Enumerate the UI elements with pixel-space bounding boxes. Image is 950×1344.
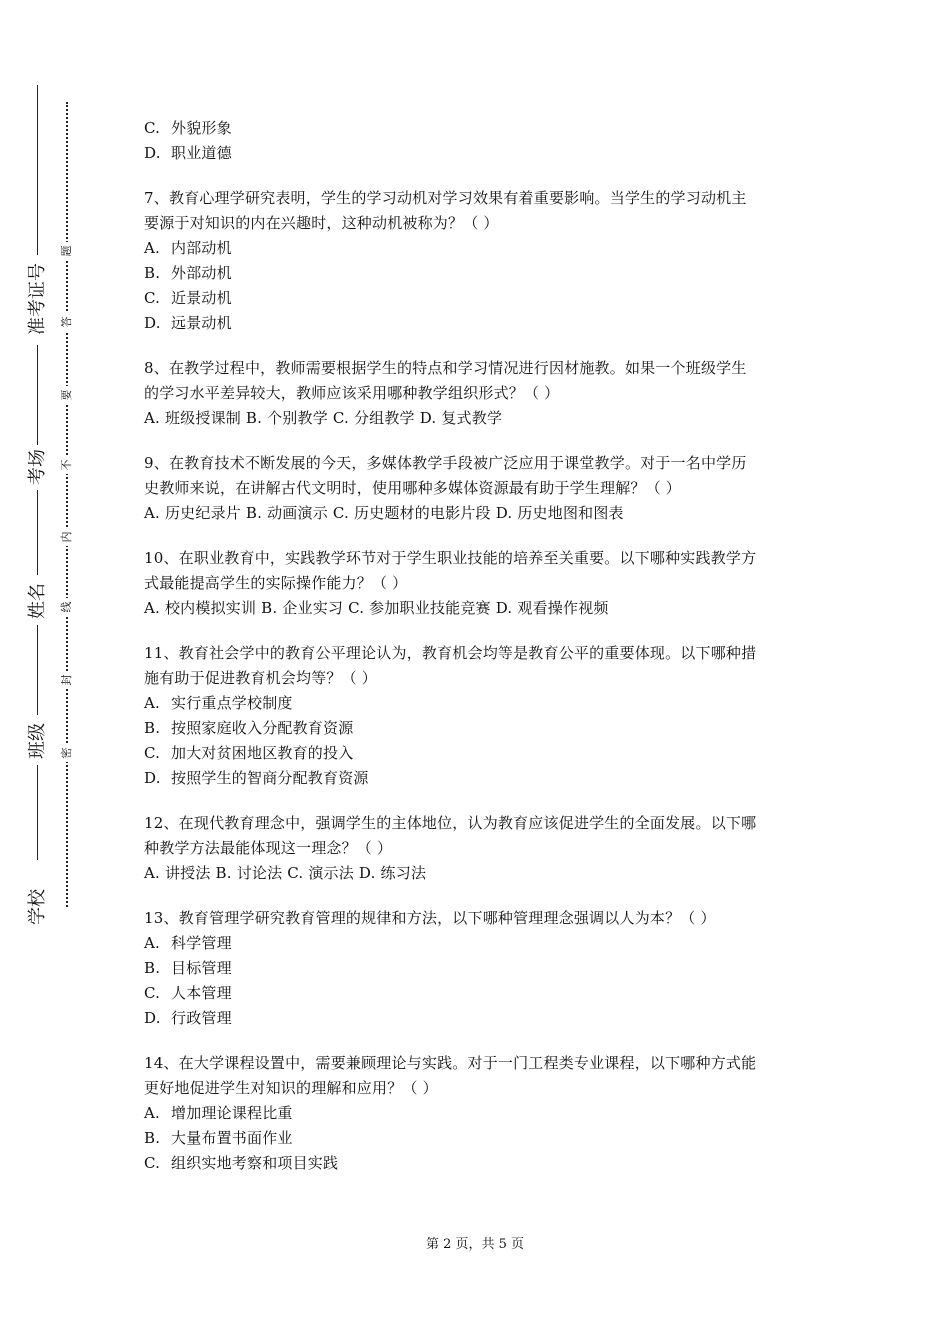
question-12	[144, 811, 814, 886]
option-line: C. 外貌形象	[144, 119, 232, 137]
question-7	[144, 186, 814, 336]
option-line: C. 近景动机	[144, 289, 232, 307]
binding-margin	[0, 0, 120, 1344]
question-13	[144, 906, 814, 1031]
field-label-school: 学校	[27, 889, 48, 925]
options-inline: A. 班级授课制 B. 个别教学 C. 分组教学 D. 复式教学	[144, 409, 503, 427]
seal-char: 密	[58, 744, 76, 762]
option-line: C. 组织实地考察和项目实践	[144, 1154, 339, 1172]
question-stem: 12、在现代教育理念中，强调学生的主体地位，认为教育应该促进学生的全面发展。以下哪	[144, 814, 757, 832]
question-10	[144, 546, 814, 621]
question-stem: 要源于对知识的内在兴趣时，这种动机被称为？（ ）	[144, 214, 499, 232]
option-line: A. 内部动机	[144, 239, 232, 257]
question-stem: 10、在职业教育中，实践教学环节对于学生职业技能的培养至关重要。以下哪种实践教学方	[144, 549, 757, 567]
option-line: B. 大量布置书面作业	[144, 1129, 293, 1147]
option-line: C. 人本管理	[144, 984, 232, 1002]
question-stem: 11、教育社会学中的教育公平理论认为，教育机会均等是教育公平的重要体现。以下哪种措	[144, 644, 757, 662]
question-stem: 式最能提高学生的实际操作能力？（ ）	[144, 574, 408, 592]
option-line: D. 远景动机	[144, 314, 232, 332]
seal-char: 题	[58, 242, 76, 260]
option-line: D. 行政管理	[144, 1009, 232, 1027]
field-label-class: 班级	[27, 723, 48, 759]
question-stem: 的学习水平差异较大，教师应该采用哪种教学组织形式？（ ）	[144, 384, 560, 402]
seal-char: 内	[58, 528, 76, 546]
option-line: A. 实行重点学校制度	[144, 694, 293, 712]
field-label-exam-id: 准考证号	[27, 263, 48, 335]
question-stem: 种教学方法最能体现这一理念？（ ）	[144, 839, 393, 857]
question-11	[144, 641, 814, 791]
field-label-name: 姓名	[27, 583, 48, 619]
option-line: A. 增加理论课程比重	[144, 1104, 293, 1122]
option-line: B. 外部动机	[144, 264, 232, 282]
seal-char: 答	[58, 313, 76, 331]
option-line: D. 按照学生的智商分配教育资源	[144, 769, 369, 787]
seal-char: 线	[58, 598, 76, 616]
option-line: B. 按照家庭收入分配教育资源	[144, 719, 354, 737]
question-9	[144, 451, 814, 526]
question-stem: 施有助于促进教育机会均等？（ ）	[144, 669, 377, 687]
seal-char: 封	[58, 671, 76, 689]
question-stem: 7、教育心理学研究表明，学生的学习动机对学习效果有着重要影响。当学生的学习动机主	[144, 189, 747, 207]
seal-char: 要	[58, 386, 76, 404]
options-inline: A. 校内模拟实训 B. 企业实习 C. 参加职业技能竞赛 D. 观看操作视频	[144, 599, 609, 617]
question-stem: 9、在教育技术不断发展的今天，多媒体教学手段被广泛应用于课堂教学。对于一名中学历	[144, 454, 747, 472]
option-line: C. 加大对贫困地区教育的投入	[144, 744, 354, 762]
question-stem: 更好地促进学生对知识的理解和应用？（ ）	[144, 1079, 438, 1097]
question-stem: 8、在教学过程中，教师需要根据学生的特点和学习情况进行因材施教。如果一个班级学生	[144, 359, 747, 377]
options-inline: A. 讲授法 B. 讨论法 C. 演示法 D. 练习法	[144, 864, 427, 882]
question-6-options	[144, 116, 814, 166]
seal-dotted-line	[66, 102, 68, 907]
question-stem: 14、在大学课程设置中，需要兼顾理论与实践。对于一门工程类专业课程，以下哪种方式能	[144, 1054, 757, 1072]
question-stem: 13、教育管理学研究教育管理的规律和方法，以下哪种管理理念强调以人为本？（ ）	[144, 909, 716, 927]
seal-char: 不	[58, 456, 76, 474]
question-8	[144, 356, 814, 431]
question-14	[144, 1051, 814, 1176]
options-inline: A. 历史纪录片 B. 动画演示 C. 历史题材的电影片段 D. 历史地图和图表	[144, 504, 624, 522]
option-line: D. 职业道德	[144, 144, 232, 162]
exam-content	[144, 116, 814, 1176]
option-line: B. 目标管理	[144, 959, 232, 977]
option-line: A. 科学管理	[144, 934, 232, 952]
field-label-exam-room: 考场	[27, 449, 48, 485]
question-stem: 史教师来说，在讲解古代文明时，使用哪种多媒体资源最有助于学生理解？（ ）	[144, 479, 681, 497]
page-number: 第 2 页，共 5 页	[425, 1237, 525, 1252]
fill-line-exam-id	[37, 85, 38, 255]
